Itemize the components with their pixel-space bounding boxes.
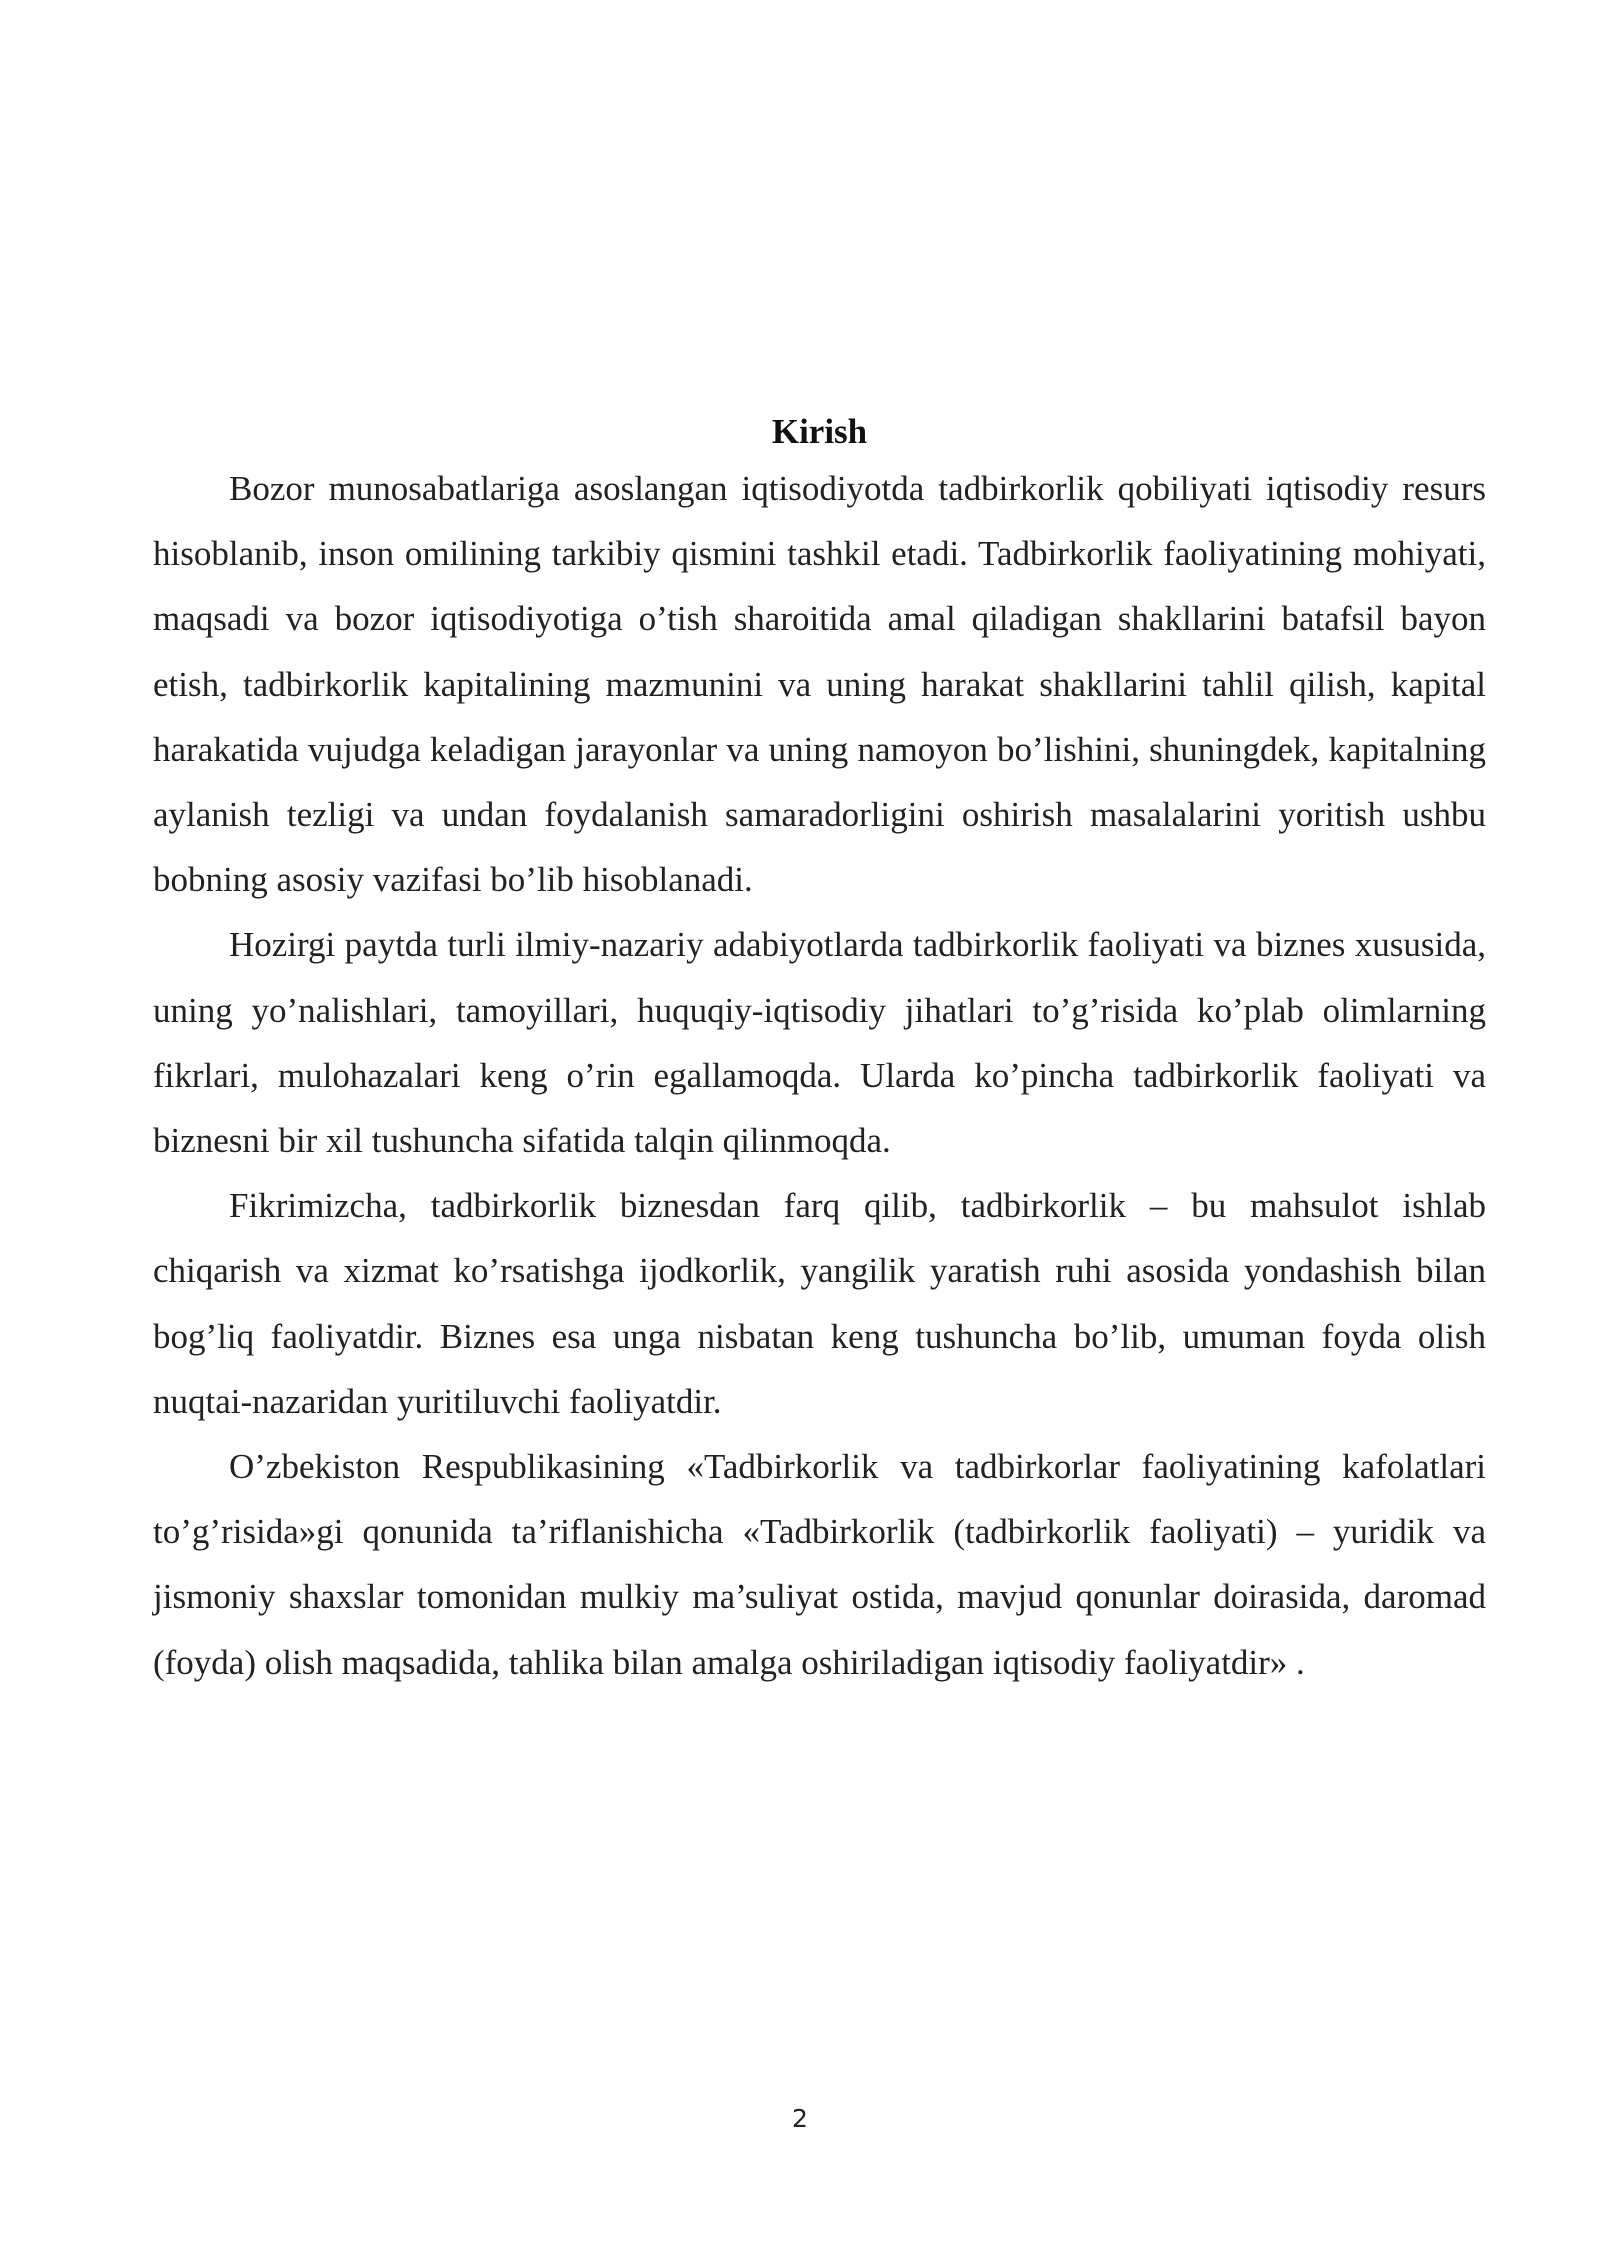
paragraph-4: O’zbekiston Respublikasining «Tadbirkorlik va tadbirkorlar faoliyatining kafolatlari to’g’risida»gi qonunida ta’riflanishicha «Tadbirkorlik (tadbirkorlik faoliyati) – yuridik va jismoniy shaxslar tomonidan mulkiy ma’suliyat ostida, mavjud qonunlar doirasida, daromad (foyda) olish maqsadida, tahlika bilan amalga oshiriladigan iqtisodiy faoliyatdir» . bbox=[153, 1447, 1486, 1682]
page-content bbox=[153, 408, 1486, 1695]
paragraph-2: Hozirgi paytda turli ilmiy-nazariy adabiyotlarda tadbirkorlik faoliyati va biznes xususida, uning yo’nalishlari, tamoyillari, huquqiy-iqtisodiy jihatlari to’g’risida ko’plab olimlarning fikrlari, mulohazalari keng o’rin egallamoqda. Ularda ko’pincha tadbirkorlik faoliyati va biznesni bir xil tushuncha sifatida talqin qilinmoqda. bbox=[153, 925, 1486, 1161]
paragraph-3: Fikrimizcha, tadbirkorlik biznesdan farq qilib, tadbirkorlik – bu mahsulot ishlab chiqarish va xizmat ko’rsatishga ijodkorlik, yangilik yaratish ruhi asosida yondashish bilan bog’liq faoliyatdir. Biznes esa unga nisbatan keng tushuncha bo’lib, umuman foyda olish nuqtai-nazaridan yuritiluvchi faoliyatdir. bbox=[153, 1186, 1486, 1421]
paragraph-1: Bozor munosabatlariga asoslangan iqtisodiyotda tadbirkorlik qobiliyati iqtisodiy resurs hisoblanib, inson omilining tarkibiy qismini tashkil etadi. Tadbirkorlik faoliyatining mohiyati, maqsadi va bozor iqtisodiyotiga o’tish sharoitida amal qiladigan shakllarini batafsil bayon etish, tadbirkorlik kapitalining mazmunini va uning harakat shakllarini tahlil qilish, kapital harakatida vujudga keladigan jarayonlar va uning namoyon bo’lishini, shuningdek, kapitalning aylanish tezligi va undan foydalanish samaradorligini oshirish masalalarini yoritish ushbu bobning asosiy vazifasi bo’lib hisoblanadi. bbox=[153, 469, 1486, 900]
section-title: Kirish bbox=[771, 412, 868, 451]
page-number: 2 bbox=[792, 2104, 808, 2133]
